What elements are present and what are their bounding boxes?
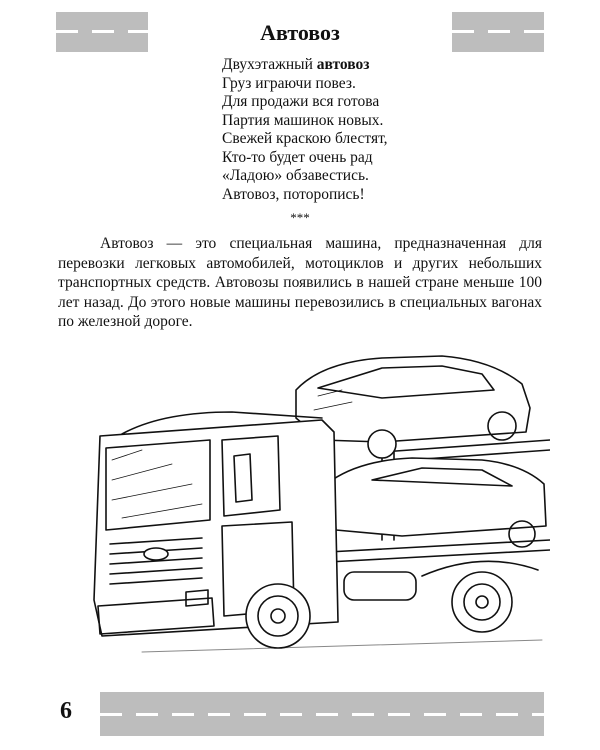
poem-line-prefix: Двухэтажный: [222, 56, 317, 73]
poem-bold-word: автовоз: [316, 56, 370, 73]
road-decoration-top-left: [56, 12, 148, 52]
poem-line: Для продажи вся готова: [222, 93, 380, 110]
poem-line: Свежей краскою блестят,: [222, 130, 388, 147]
poem-line: [222, 56, 482, 75]
prose-block: [58, 234, 542, 332]
page-number: 6: [60, 698, 72, 724]
prose-paragraph: Автовоз — это специальная машина, предназначенная для перевозки легковых автомобилей, мотоциклов и других небольших транспортных средств. Автовозы появились в нашей стране меньше 100 лет назад. До этого новые машины перевозились в специальных вагонах по железной дороге.: [58, 235, 542, 330]
poem-line: «Ладою» обзавестись.: [222, 167, 369, 184]
page-title: Автовоз: [260, 20, 340, 45]
poem-line: Партия машинок новых.: [222, 111, 384, 129]
poem-line: Груз играючи повез.: [222, 74, 356, 92]
section-separator: ***: [290, 210, 310, 225]
poem-line: Кто-то будет очень рад: [222, 148, 373, 166]
poem: [222, 56, 482, 204]
car-carrier-truck-illustration: [82, 340, 550, 670]
poem-line: Автовоз, поторопись!: [222, 185, 365, 203]
road-decoration-bottom: [100, 692, 544, 736]
road-decoration-top-right: [452, 12, 544, 52]
